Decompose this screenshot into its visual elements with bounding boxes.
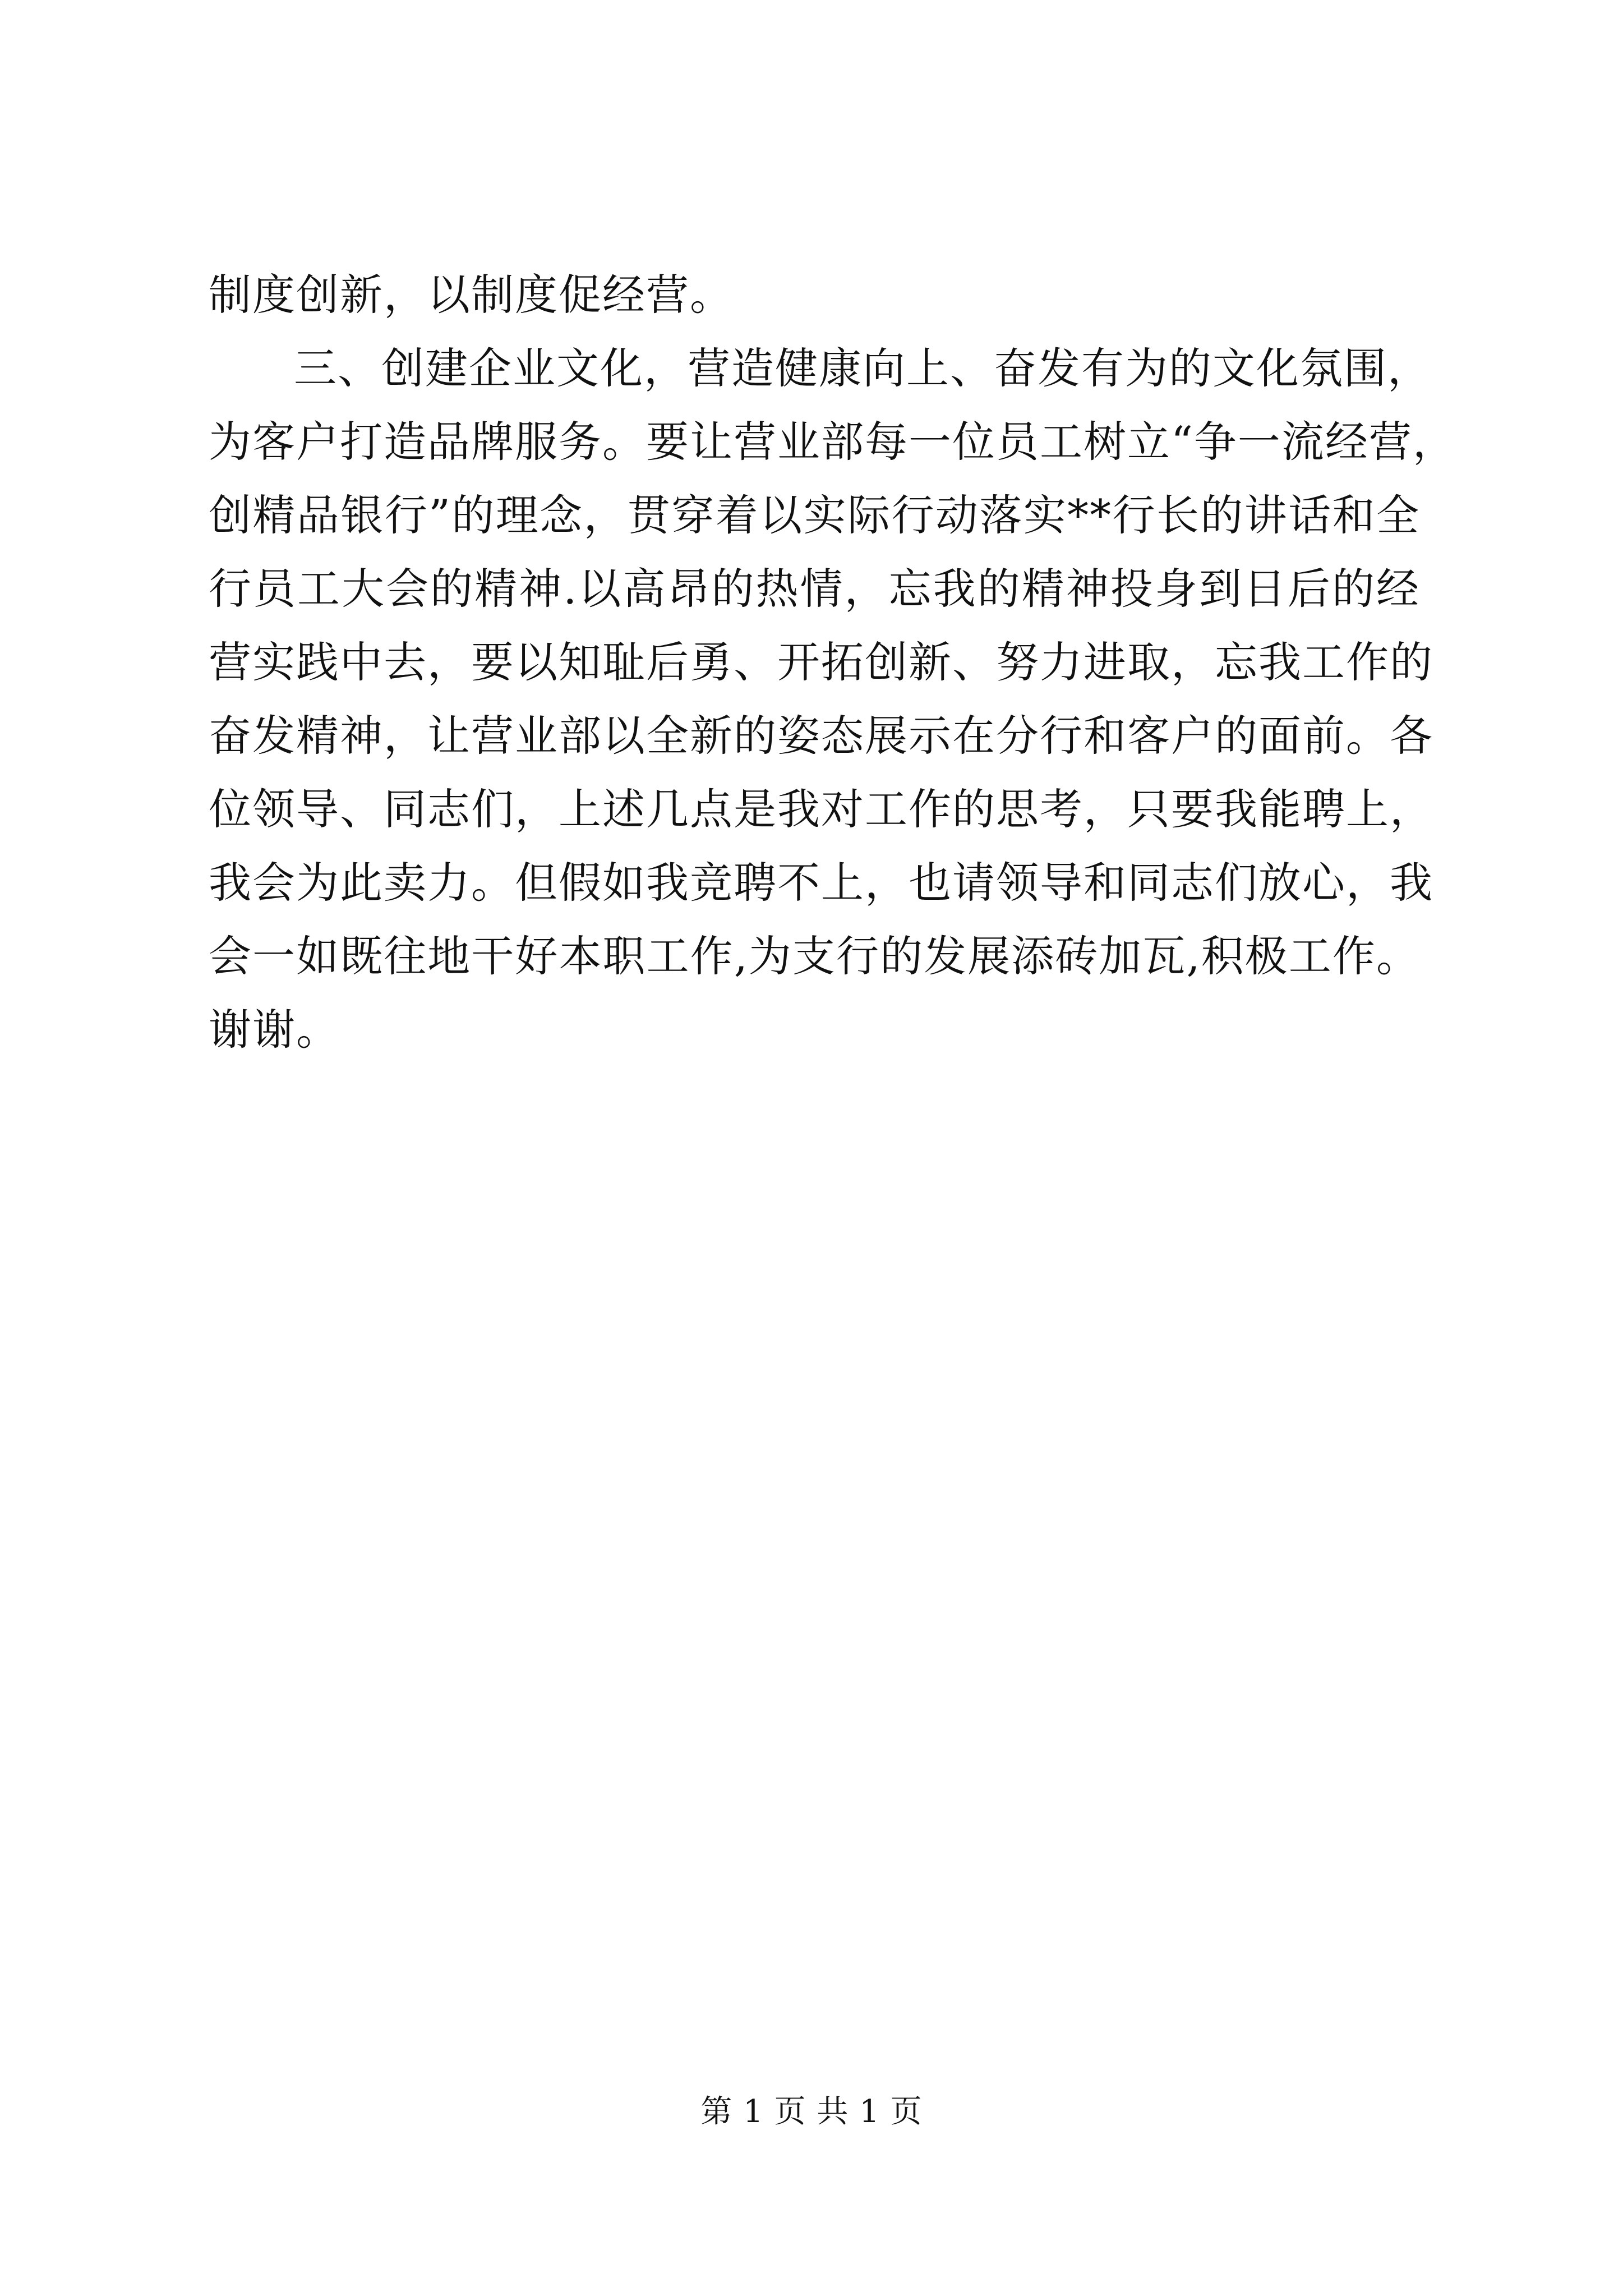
text-line: 我会为此卖力。但假如我竞聘不上，也请领导和同志们放心，我 — [209, 858, 1433, 908]
document-body — [209, 258, 1456, 1066]
text-line: 制度创新，以制度促经营。 — [209, 270, 734, 320]
text-line: 位领导、同志们，上述几点是我对工作的思考，只要我能聘上， — [209, 784, 1433, 834]
text-line: 为客户打造品牌服务。要让营业部每一位员工树立“争一流经营， — [209, 417, 1456, 467]
page-footer: 第 1 页 共 1 页 — [700, 2093, 923, 2130]
text-line: 奋发精神，让营业部以全新的姿态展示在分行和客户的面前。各 — [209, 711, 1433, 761]
text-line: 谢谢。 — [209, 1005, 340, 1055]
text-line: 行员工大会的精神.以高昂的热情，忘我的精神投身到日后的经 — [209, 564, 1420, 614]
text-line: 会一如既往地干好本职工作,为支行的发展添砖加瓦,积极工作。 — [209, 931, 1420, 981]
text-line: 营实践中去，要以知耻后勇、开拓创新、努力进取，忘我工作的 — [209, 637, 1433, 687]
text-line: 创精品银行”的理念，贯穿着以实际行动落实**行长的讲话和全 — [209, 490, 1420, 540]
text-line: 三、创建企业文化，营造健康向上、奋发有为的文化氛围， — [294, 343, 1431, 393]
